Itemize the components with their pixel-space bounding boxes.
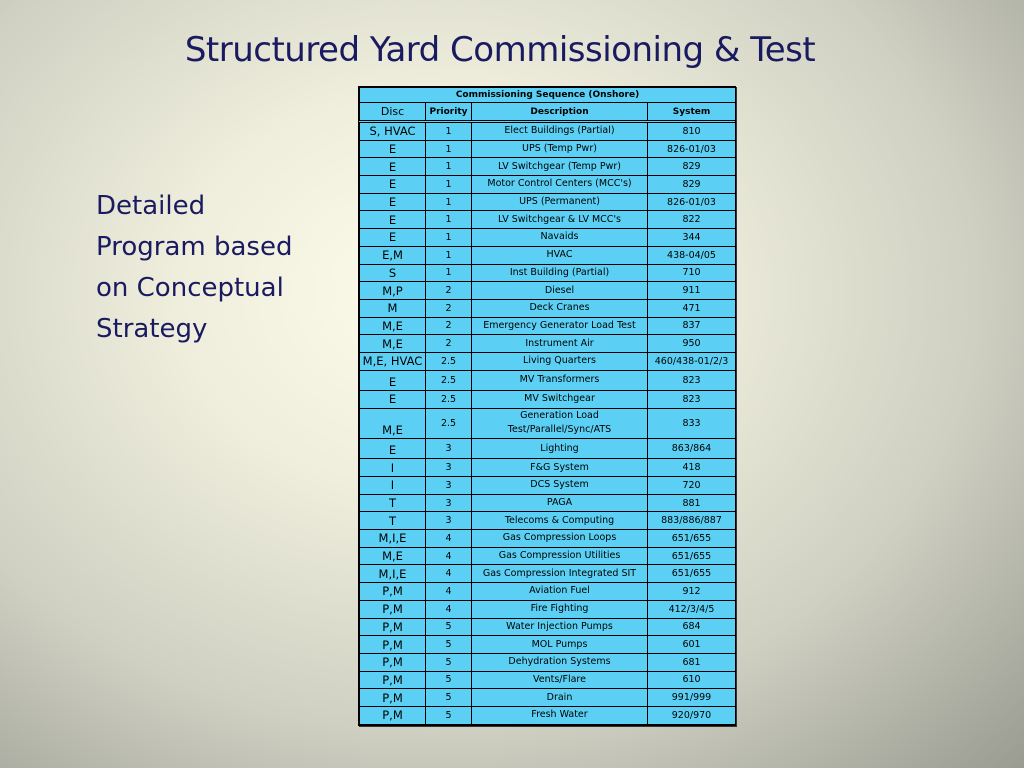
priority-cell: 2 [426, 282, 472, 300]
table-row [360, 352, 736, 370]
description-cell: Deck Cranes [472, 299, 648, 317]
disc-cell: I [360, 477, 426, 495]
disc-cell: S, HVAC [360, 122, 426, 141]
priority-cell: 4 [426, 583, 472, 601]
system-cell: 460/438-01/2/3 [648, 352, 736, 370]
priority-cell: 4 [426, 547, 472, 565]
system-cell: 823 [648, 370, 736, 391]
description-cell: MV Transformers [472, 370, 648, 391]
table-row [360, 193, 736, 211]
system-cell: 829 [648, 158, 736, 176]
disc-cell: P,M [360, 706, 426, 724]
column-header-system: System [648, 103, 736, 122]
system-cell: 344 [648, 229, 736, 247]
description-cell: LV Switchgear & LV MCC's [472, 211, 648, 229]
description-cell: Motor Control Centers (MCC's) [472, 176, 648, 194]
system-cell: 826-01/03 [648, 193, 736, 211]
priority-cell: 5 [426, 636, 472, 654]
table-body [360, 122, 736, 725]
description-cell: UPS (Temp Pwr) [472, 140, 648, 158]
system-cell: 826-01/03 [648, 140, 736, 158]
description-cell: Drain [472, 689, 648, 707]
table-row [360, 335, 736, 353]
priority-cell: 2 [426, 335, 472, 353]
description-cell: Inst Building (Partial) [472, 264, 648, 282]
priority-cell: 1 [426, 264, 472, 282]
disc-cell: P,M [360, 636, 426, 654]
table-row [360, 229, 736, 247]
priority-cell: 2 [426, 317, 472, 335]
description-cell: Gas Compression Utilities [472, 547, 648, 565]
description-cell: Living Quarters [472, 352, 648, 370]
system-cell: 651/655 [648, 547, 736, 565]
system-cell: 710 [648, 264, 736, 282]
disc-cell: M,E, HVAC [360, 352, 426, 370]
system-cell: 601 [648, 636, 736, 654]
column-header-disc: Disc [360, 103, 426, 122]
description-cell: Vents/Flare [472, 671, 648, 689]
description-cell: HVAC [472, 246, 648, 264]
description-cell: Generation Load Test/Parallel/Sync/ATS [472, 408, 648, 438]
priority-cell: 2.5 [426, 408, 472, 438]
disc-cell: M,I,E [360, 530, 426, 548]
table-row [360, 176, 736, 194]
priority-cell: 4 [426, 565, 472, 583]
priority-cell: 1 [426, 158, 472, 176]
description-cell: Fire Fighting [472, 600, 648, 618]
system-cell: 412/3/4/5 [648, 600, 736, 618]
priority-cell: 2.5 [426, 391, 472, 409]
description-cell: Telecoms & Computing [472, 512, 648, 530]
table-row [360, 299, 736, 317]
table-row [360, 636, 736, 654]
system-cell: 920/970 [648, 706, 736, 724]
description-cell: Elect Buildings (Partial) [472, 122, 648, 141]
description-cell: Gas Compression Integrated SIT [472, 565, 648, 583]
disc-cell: M [360, 299, 426, 317]
table-row [360, 408, 736, 438]
table-row [360, 653, 736, 671]
table-row [360, 494, 736, 512]
disc-cell: E [360, 211, 426, 229]
priority-cell: 3 [426, 477, 472, 495]
table-row [360, 618, 736, 636]
table-row [360, 600, 736, 618]
description-cell: DCS System [472, 477, 648, 495]
system-cell: 610 [648, 671, 736, 689]
table-row [360, 547, 736, 565]
priority-cell: 5 [426, 618, 472, 636]
priority-cell: 5 [426, 671, 472, 689]
priority-cell: 1 [426, 193, 472, 211]
commissioning-table [358, 86, 736, 726]
disc-cell: E [360, 391, 426, 409]
system-cell: 681 [648, 653, 736, 671]
system-cell: 822 [648, 211, 736, 229]
table-row [360, 530, 736, 548]
disc-cell: P,M [360, 618, 426, 636]
system-cell: 912 [648, 583, 736, 601]
description-cell: UPS (Permanent) [472, 193, 648, 211]
table-row [360, 391, 736, 409]
column-header-description: Description [472, 103, 648, 122]
side-text-line: Program based [96, 232, 293, 262]
priority-cell: 1 [426, 211, 472, 229]
system-cell: 991/999 [648, 689, 736, 707]
system-cell: 651/655 [648, 530, 736, 548]
disc-cell: P,M [360, 653, 426, 671]
table-row [360, 140, 736, 158]
description-cell: Lighting [472, 438, 648, 459]
disc-cell: M,I,E [360, 565, 426, 583]
priority-cell: 3 [426, 494, 472, 512]
table-row [360, 477, 736, 495]
description-cell: MV Switchgear [472, 391, 648, 409]
priority-cell: 2 [426, 299, 472, 317]
disc-cell: P,M [360, 583, 426, 601]
description-cell: PAGA [472, 494, 648, 512]
system-cell: 823 [648, 391, 736, 409]
disc-cell: E,M [360, 246, 426, 264]
system-cell: 471 [648, 299, 736, 317]
disc-cell: M,P [360, 282, 426, 300]
disc-cell: S [360, 264, 426, 282]
table-row [360, 706, 736, 724]
table-row [360, 282, 736, 300]
priority-cell: 1 [426, 176, 472, 194]
system-cell: 720 [648, 477, 736, 495]
table-row [360, 689, 736, 707]
system-cell: 829 [648, 176, 736, 194]
priority-cell: 3 [426, 512, 472, 530]
side-text-line: Detailed [96, 191, 206, 221]
disc-cell: T [360, 512, 426, 530]
description-cell: Instrument Air [472, 335, 648, 353]
disc-cell: M,E [360, 547, 426, 565]
description-cell: Diesel [472, 282, 648, 300]
table-row [360, 512, 736, 530]
description-cell: MOL Pumps [472, 636, 648, 654]
description-cell: Emergency Generator Load Test [472, 317, 648, 335]
system-cell: 810 [648, 122, 736, 141]
system-cell: 950 [648, 335, 736, 353]
system-cell: 911 [648, 282, 736, 300]
description-cell: Dehydration Systems [472, 653, 648, 671]
disc-cell: E [360, 229, 426, 247]
system-cell: 418 [648, 459, 736, 477]
priority-cell: 4 [426, 600, 472, 618]
priority-cell: 2.5 [426, 352, 472, 370]
disc-cell: M,E [360, 408, 426, 438]
priority-cell: 5 [426, 689, 472, 707]
description-cell: Water Injection Pumps [472, 618, 648, 636]
priority-cell: 2.5 [426, 370, 472, 391]
description-cell: Navaids [472, 229, 648, 247]
table-caption: Commissioning Sequence (Onshore) [360, 88, 736, 103]
table-row [360, 671, 736, 689]
description-cell: Fresh Water [472, 706, 648, 724]
disc-cell: E [360, 140, 426, 158]
priority-cell: 3 [426, 459, 472, 477]
disc-cell: E [360, 176, 426, 194]
disc-cell: E [360, 438, 426, 459]
disc-cell: T [360, 494, 426, 512]
description-cell: LV Switchgear (Temp Pwr) [472, 158, 648, 176]
disc-cell: E [360, 370, 426, 391]
disc-cell: M,E [360, 317, 426, 335]
disc-cell: E [360, 158, 426, 176]
priority-cell: 1 [426, 246, 472, 264]
system-cell: 833 [648, 408, 736, 438]
disc-cell: E [360, 193, 426, 211]
slide-title: Structured Yard Commissioning & Test [184, 30, 816, 70]
system-cell: 651/655 [648, 565, 736, 583]
description-cell: Aviation Fuel [472, 583, 648, 601]
table-row [360, 211, 736, 229]
side-text-line: on Conceptual [96, 273, 284, 303]
table-row [360, 565, 736, 583]
priority-cell: 4 [426, 530, 472, 548]
system-cell: 837 [648, 317, 736, 335]
system-cell: 881 [648, 494, 736, 512]
disc-cell: M,E [360, 335, 426, 353]
description-cell: Gas Compression Loops [472, 530, 648, 548]
priority-cell: 5 [426, 653, 472, 671]
table-row [360, 459, 736, 477]
priority-cell: 5 [426, 706, 472, 724]
commissioning-sequence-table [359, 87, 736, 725]
priority-cell: 1 [426, 140, 472, 158]
table-row [360, 438, 736, 459]
priority-cell: 1 [426, 122, 472, 141]
table-row [360, 246, 736, 264]
column-header-priority: Priority [426, 103, 472, 122]
description-cell: F&G System [472, 459, 648, 477]
system-cell: 684 [648, 618, 736, 636]
disc-cell: P,M [360, 689, 426, 707]
table-row [360, 583, 736, 601]
table-row [360, 264, 736, 282]
system-cell: 863/864 [648, 438, 736, 459]
priority-cell: 1 [426, 229, 472, 247]
table-row [360, 317, 736, 335]
table-row [360, 158, 736, 176]
table-row [360, 370, 736, 391]
table-row [360, 122, 736, 141]
priority-cell: 3 [426, 438, 472, 459]
disc-cell: P,M [360, 600, 426, 618]
side-text-line: Strategy [96, 314, 208, 344]
system-cell: 883/886/887 [648, 512, 736, 530]
system-cell: 438-04/05 [648, 246, 736, 264]
disc-cell: P,M [360, 671, 426, 689]
disc-cell: I [360, 459, 426, 477]
side-text [96, 186, 336, 350]
